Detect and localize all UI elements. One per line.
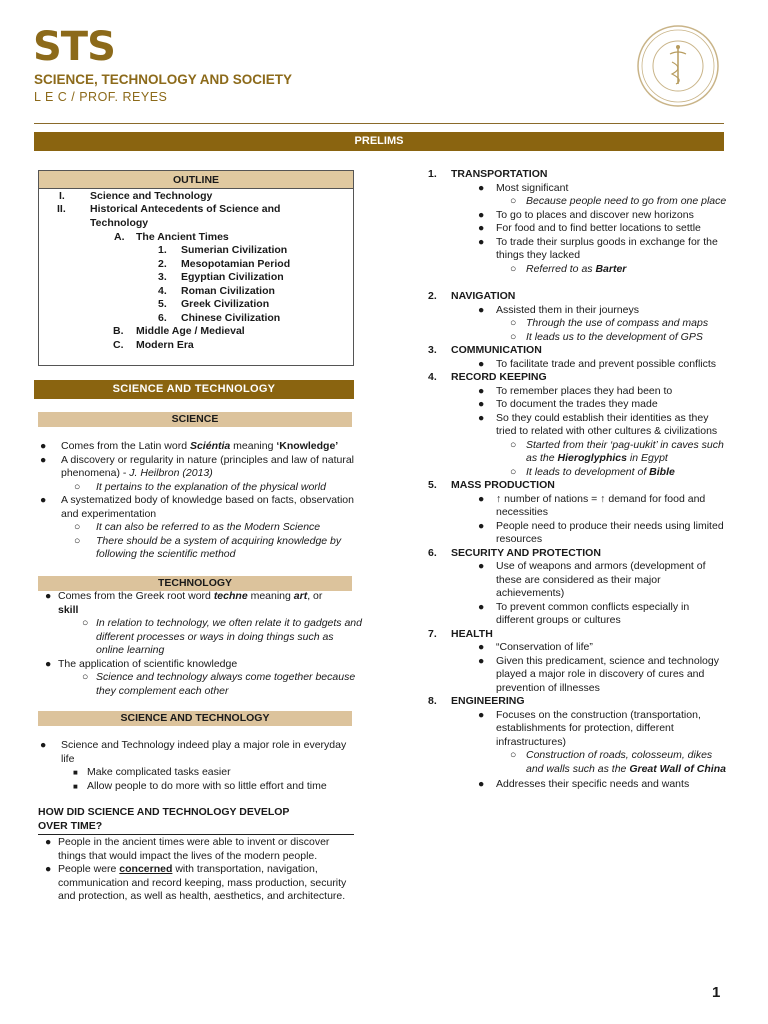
text: To go to places and discover new horizons — [496, 208, 694, 221]
heading-line: HOW DID SCIENCE AND TECHNOLOGY DEVELOP — [38, 806, 290, 818]
bullet-icon: ● — [478, 778, 485, 790]
outline-num: 5. — [158, 298, 167, 310]
square-bullet-icon: ■ — [73, 768, 78, 777]
circle-bullet-icon: ○ — [82, 671, 89, 683]
science-section — [38, 440, 354, 562]
text: There should be a system of acquiring knowledge by following the scientific method — [96, 534, 342, 560]
header-divider — [34, 123, 724, 124]
item-number: 6. — [428, 546, 437, 559]
text: To document the trades they made — [496, 398, 658, 410]
bullet-icon: ● — [40, 453, 47, 466]
text: It leads to development of — [526, 465, 650, 478]
keyword: concerned — [119, 863, 173, 875]
topic-heading: SECURITY AND PROTECTION — [451, 546, 601, 559]
text: Referred to as — [526, 262, 596, 275]
lecturer-line: L E C / PROF. REYES — [34, 90, 168, 104]
item-number: 1. — [428, 168, 437, 180]
subsection-heading: TECHNOLOGY — [38, 576, 352, 591]
outline-num: 2. — [158, 258, 167, 270]
topic-heading: RECORD KEEPING — [451, 371, 547, 383]
topic-heading: MASS PRODUCTION — [451, 479, 555, 491]
citation: J. Heilbron (2013) — [129, 467, 213, 479]
text: The application of scientific knowledge — [58, 657, 238, 670]
text: Started from their ‘pag-uukit’ in caves such as the — [526, 438, 724, 464]
text: A discovery or regularity in nature (principles and law of natural phenomena) - — [61, 453, 354, 479]
text: In relation to technology, we often relate it to gadgets and different processes or ways in doing things such as online learning — [96, 617, 362, 656]
text: A systematized body of knowledge based on facts, observation and experimentation — [61, 494, 354, 520]
text: It pertains to the explanation of the physical world — [96, 480, 326, 493]
outline-num: 3. — [158, 271, 167, 283]
bullet-icon: ● — [478, 654, 485, 667]
bullet-icon: ● — [478, 708, 485, 721]
course-title: SCIENCE, TECHNOLOGY AND SOCIETY — [34, 72, 293, 87]
outline-title: OUTLINE — [39, 171, 353, 189]
text: ↑ number of nations = ↑ demand for food and necessities — [496, 492, 706, 518]
keyword: Bible — [649, 465, 675, 478]
outline-item: Science and Technology — [90, 190, 213, 202]
outline-item: Egyptian Civilization — [181, 271, 284, 283]
logo: STS — [33, 24, 115, 70]
text: People were — [58, 863, 120, 875]
text: Comes from the Latin word — [61, 440, 190, 452]
bullet-icon: ● — [40, 739, 47, 751]
circle-bullet-icon: ○ — [510, 262, 517, 275]
subsection-heading: SCIENCE AND TECHNOLOGY — [38, 711, 352, 726]
circle-bullet-icon: ○ — [74, 534, 81, 547]
text: So they could establish their identities as they tried to related with other cultures & civilizations — [496, 411, 718, 437]
text: Most significant — [496, 181, 569, 194]
bullet-icon: ● — [45, 590, 52, 602]
circle-bullet-icon: ○ — [510, 330, 517, 343]
bullet-icon: ● — [478, 600, 485, 613]
text: To trade their surplus goods in exchange for the things they lacked — [496, 235, 718, 261]
text: People in the ancient times were able to invent or discover things that would impact the lives of the modern people. — [58, 836, 330, 862]
text: People need to produce their needs using limited resources — [496, 519, 724, 545]
text: , or — [307, 590, 323, 602]
heading-line: OVER TIME? — [38, 819, 103, 832]
text: Because people need to go from one place — [526, 195, 727, 207]
topic-heading: ENGINEERING — [451, 695, 525, 707]
outline-item: Mesopotamian Period — [181, 258, 291, 270]
text: Given this predicament, science and technology played a major role in discovery of cures and prevention of illnesses — [496, 654, 719, 694]
outline-num: A. — [114, 231, 125, 243]
keyword: art — [293, 590, 308, 602]
circle-bullet-icon: ○ — [510, 317, 517, 329]
text: To facilitate trade and prevent possible conflicts — [496, 357, 717, 370]
keyword: techne — [213, 590, 248, 602]
subsection-heading: SCIENCE — [38, 412, 352, 427]
keyword: Great Wall of China — [629, 762, 726, 775]
circle-bullet-icon: ○ — [510, 438, 517, 451]
bullet-icon: ● — [478, 208, 485, 221]
topic-heading: COMMUNICATION — [451, 344, 542, 356]
item-number: 4. — [428, 371, 437, 383]
text: meaning — [230, 440, 277, 452]
outline-item: Historical Antecedents of Science and Technology — [90, 203, 281, 229]
keyword: Barter — [595, 262, 627, 275]
develop-heading — [38, 806, 354, 835]
text: “Conservation of life” — [496, 641, 593, 653]
text: Allow people to do more with so little effort and time — [87, 779, 327, 792]
outline-num: B. — [113, 325, 124, 337]
sat-section — [38, 739, 354, 793]
text: Make complicated tasks easier — [87, 766, 231, 778]
outline-item: Modern Era — [136, 339, 194, 351]
text: in Egypt — [626, 452, 668, 464]
outline-num: 1. — [158, 244, 167, 256]
bullet-icon: ● — [45, 657, 52, 670]
item-number: 2. — [428, 290, 437, 302]
outline-num: 4. — [158, 285, 167, 297]
develop-section — [38, 836, 358, 904]
bullet-icon: ● — [478, 519, 485, 532]
bullet-icon: ● — [478, 222, 485, 234]
circle-bullet-icon: ○ — [74, 480, 81, 493]
text: It can also be referred to as the Modern Science — [96, 521, 321, 533]
circle-bullet-icon: ○ — [510, 749, 517, 761]
item-number: 3. — [428, 344, 437, 356]
text: meaning — [247, 590, 294, 602]
keyword: ‘Knowledge’ — [276, 440, 339, 452]
keyword: skill — [58, 603, 79, 616]
outline-num: II. — [57, 203, 66, 215]
text: To prevent common conflicts especially in different groups or cultures — [496, 600, 690, 626]
outline-box — [38, 170, 354, 366]
circle-bullet-icon: ○ — [510, 195, 517, 207]
bullet-icon: ● — [478, 235, 485, 248]
item-number: 5. — [428, 479, 437, 491]
bullet-icon: ● — [478, 398, 485, 410]
page-number: 1 — [712, 984, 721, 1001]
bullet-icon: ● — [478, 492, 485, 505]
bullet-icon: ● — [478, 384, 485, 397]
bullet-icon: ● — [40, 440, 47, 452]
bullet-icon: ● — [45, 863, 52, 875]
text: Comes from the Greek root word — [58, 590, 214, 602]
outline-item: Roman Civilization — [181, 285, 275, 297]
outline-num: 6. — [158, 312, 167, 324]
text: Through the use of compass and maps — [526, 317, 709, 329]
text: Assisted them in their journeys — [496, 303, 639, 316]
outline-item: Chinese Civilization — [181, 312, 281, 324]
text: Use of weapons and armors (development of these are considered as their major achievements) — [496, 560, 706, 599]
text: For food and to find better locations to settle — [496, 222, 701, 234]
text: Science and Technology indeed play a major role in everyday life — [61, 739, 347, 765]
topic-heading: HEALTH — [451, 627, 493, 640]
keyword: Hieroglyphics — [557, 452, 627, 464]
circle-bullet-icon: ○ — [510, 465, 517, 478]
seal-logo-icon — [636, 24, 720, 108]
section-banner: PRELIMS — [34, 132, 724, 151]
bullet-icon: ● — [45, 836, 52, 848]
text: Construction of roads, colosseum, dikes and walls such as the — [526, 749, 713, 775]
text: Science and technology always come together because they complement each other — [96, 671, 356, 697]
outline-item: The Ancient Times — [136, 231, 229, 243]
bullet-icon: ● — [478, 411, 485, 424]
bullet-icon: ● — [40, 494, 47, 506]
technology-section — [38, 590, 362, 698]
circle-bullet-icon: ○ — [82, 617, 89, 629]
outline-num: C. — [113, 339, 124, 351]
keyword: Sciéntia — [189, 440, 231, 452]
text: with transportation, navigation, communication and record keeping, mass production, security and protection, as well as health, aesthetics, and architecture. — [58, 863, 347, 902]
bullet-icon: ● — [478, 641, 485, 653]
circle-bullet-icon: ○ — [74, 521, 81, 533]
section-heading: SCIENCE AND TECHNOLOGY — [34, 380, 354, 399]
bullet-icon: ● — [478, 560, 485, 572]
text: Addresses their specific needs and wants — [496, 778, 690, 790]
bullet-icon: ● — [478, 303, 485, 316]
outline-item: Greek Civilization — [181, 298, 270, 310]
outline-item: Sumerian Civilization — [181, 244, 288, 256]
right-column — [428, 168, 728, 792]
text: To remember places they had been to — [496, 384, 673, 397]
bullet-icon: ● — [478, 181, 485, 194]
text: It leads us to the development of GPS — [526, 330, 703, 343]
outline-item: Middle Age / Medieval — [136, 325, 245, 337]
topic-heading: TRANSPORTATION — [451, 168, 548, 180]
topic-heading: NAVIGATION — [451, 290, 516, 302]
item-number: 8. — [428, 695, 437, 707]
square-bullet-icon: ■ — [73, 781, 78, 791]
outline-num: I. — [59, 190, 65, 202]
bullet-icon: ● — [478, 357, 485, 370]
text: Focuses on the construction (transportation, establishments for protection, different infrastructures) — [496, 708, 701, 748]
item-number: 7. — [428, 627, 437, 640]
